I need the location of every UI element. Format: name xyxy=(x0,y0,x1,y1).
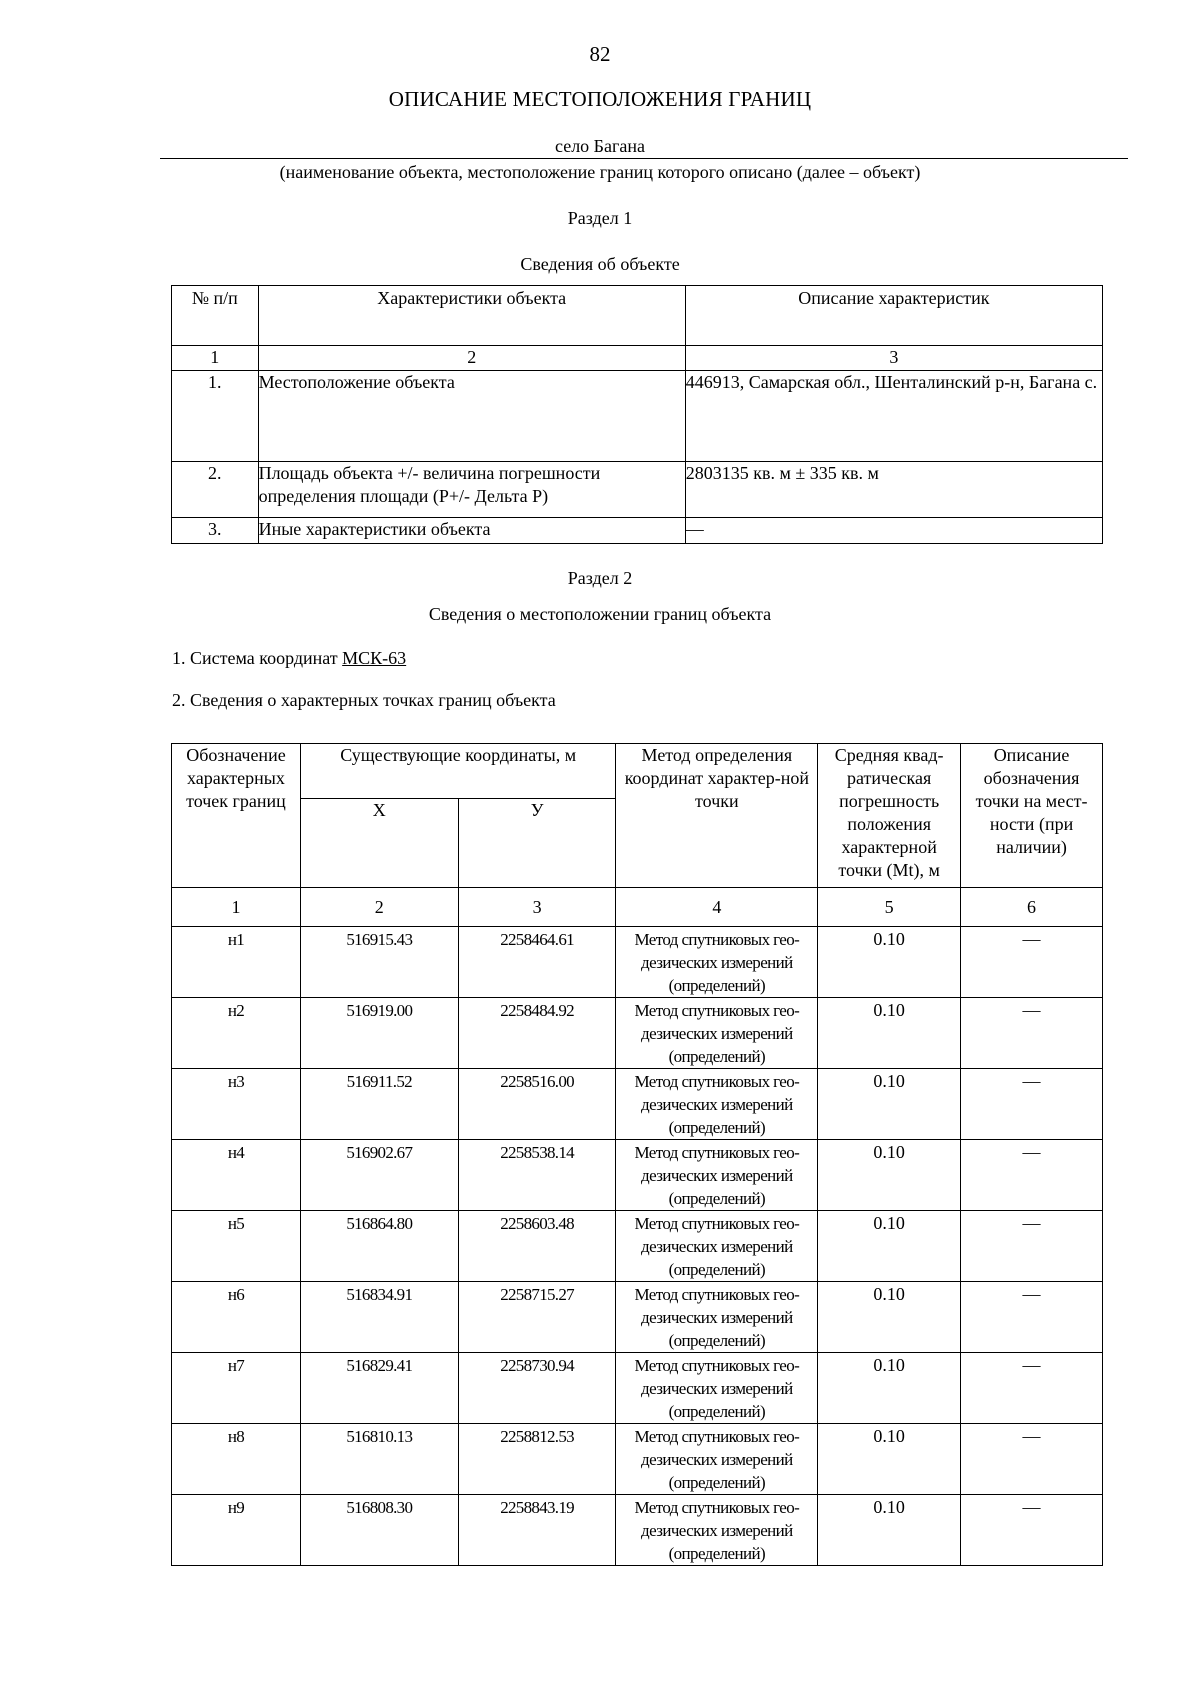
point-accuracy: 0.10 xyxy=(818,1140,961,1211)
point-description: — xyxy=(961,1495,1103,1566)
column-number: 6 xyxy=(961,888,1103,927)
point-description: — xyxy=(961,998,1103,1069)
point-x: 516808.30 xyxy=(300,1495,458,1566)
column-number: 1 xyxy=(172,346,259,371)
section2-subheading: Сведения о местоположении границ объекта xyxy=(428,604,772,624)
column-number: 2 xyxy=(258,346,685,371)
header-cell-coordinates: Существующие координаты, м xyxy=(300,744,616,799)
object-name-underline xyxy=(160,158,1128,159)
table-row xyxy=(172,1495,1103,1566)
point-id: н5 xyxy=(172,1211,301,1282)
point-method: Метод спутниковых гео-дезических измерений (определений) xyxy=(616,1282,818,1353)
row-description: 2803135 кв. м ± 335 кв. м xyxy=(685,462,1102,518)
point-accuracy: 0.10 xyxy=(818,998,961,1069)
point-accuracy: 0.10 xyxy=(818,1211,961,1282)
point-x: 516902.67 xyxy=(300,1140,458,1211)
page-number: 82 xyxy=(589,42,611,66)
header-cell-x: X xyxy=(300,799,458,888)
header-cell-num: № п/п xyxy=(172,286,259,346)
point-y: 2258715.27 xyxy=(458,1282,616,1353)
header-cell-accuracy: Средняя квад-ратическая погрешность положения характерной точки (Mt), м xyxy=(818,744,961,888)
header-cell-y: У xyxy=(458,799,616,888)
column-number: 5 xyxy=(818,888,961,927)
point-y: 2258843.19 xyxy=(458,1495,616,1566)
point-description: — xyxy=(961,1211,1103,1282)
point-x: 516919.00 xyxy=(300,998,458,1069)
row-number: 2. xyxy=(172,462,259,518)
column-number: 1 xyxy=(172,888,301,927)
section1-heading: Раздел 1 xyxy=(567,208,633,228)
row-number: 1. xyxy=(172,371,259,462)
point-x: 516864.80 xyxy=(300,1211,458,1282)
point-id: н9 xyxy=(172,1495,301,1566)
point-method: Метод спутниковых гео-дезических измерений (определений) xyxy=(616,1424,818,1495)
object-info-table xyxy=(171,285,1103,544)
point-description: — xyxy=(961,1140,1103,1211)
points-info-line: 2. Сведения о характерных точках границ объекта xyxy=(172,690,556,710)
table-row xyxy=(172,927,1103,998)
row-characteristic: Местоположение объекта xyxy=(258,371,685,462)
document-title: ОПИСАНИЕ МЕСТОПОЛОЖЕНИЯ ГРАНИЦ xyxy=(388,87,812,111)
point-x: 516810.13 xyxy=(300,1424,458,1495)
table-row xyxy=(172,371,1103,462)
point-y: 2258516.00 xyxy=(458,1069,616,1140)
table-header-row xyxy=(172,744,1103,799)
point-description: — xyxy=(961,1353,1103,1424)
column-number: 3 xyxy=(458,888,616,927)
point-id: н1 xyxy=(172,927,301,998)
point-y: 2258538.14 xyxy=(458,1140,616,1211)
point-y: 2258730.94 xyxy=(458,1353,616,1424)
column-number: 4 xyxy=(616,888,818,927)
point-accuracy: 0.10 xyxy=(818,1495,961,1566)
point-description: — xyxy=(961,1069,1103,1140)
table-row xyxy=(172,1211,1103,1282)
section1-subheading: Сведения об объекте xyxy=(520,254,680,274)
point-id: н4 xyxy=(172,1140,301,1211)
header-cell-designation: Обозначение характерных точек границ xyxy=(172,744,301,888)
point-accuracy: 0.10 xyxy=(818,1424,961,1495)
table-row xyxy=(172,1282,1103,1353)
table-row xyxy=(172,1424,1103,1495)
boundary-points-table xyxy=(171,743,1103,1566)
point-method: Метод спутниковых гео-дезических измерений (определений) xyxy=(616,1069,818,1140)
coordinate-system-value: МСК-63 xyxy=(342,648,407,668)
object-name-caption: (наименование объекта, местоположение границ которого описано (далее – объект) xyxy=(279,162,921,182)
point-method: Метод спутниковых гео-дезических измерений (определений) xyxy=(616,1140,818,1211)
column-number: 2 xyxy=(300,888,458,927)
point-x: 516915.43 xyxy=(300,927,458,998)
column-number: 3 xyxy=(685,346,1102,371)
header-cell-characteristic: Характеристики объекта xyxy=(258,286,685,346)
point-accuracy: 0.10 xyxy=(818,1353,961,1424)
point-method: Метод спутниковых гео-дезических измерений (определений) xyxy=(616,998,818,1069)
column-number-row xyxy=(172,346,1103,371)
row-description: — xyxy=(685,518,1102,544)
coordinate-system-label: 1. Система координат xyxy=(172,648,343,668)
point-method: Метод спутниковых гео-дезических измерений (определений) xyxy=(616,1495,818,1566)
table-row xyxy=(172,518,1103,544)
point-method: Метод спутниковых гео-дезических измерений (определений) xyxy=(616,927,818,998)
point-method: Метод спутниковых гео-дезических измерений (определений) xyxy=(616,1353,818,1424)
header-cell-method: Метод определения координат характер-ной точки xyxy=(616,744,818,888)
column-number-row xyxy=(172,888,1103,927)
row-characteristic: Площадь объекта +/- величина погрешности определения площади (Р+/- Дельта Р) xyxy=(258,462,685,518)
point-accuracy: 0.10 xyxy=(818,1069,961,1140)
point-id: н8 xyxy=(172,1424,301,1495)
point-y: 2258603.48 xyxy=(458,1211,616,1282)
point-id: н6 xyxy=(172,1282,301,1353)
row-number: 3. xyxy=(172,518,259,544)
point-accuracy: 0.10 xyxy=(818,927,961,998)
point-y: 2258464.61 xyxy=(458,927,616,998)
point-x: 516911.52 xyxy=(300,1069,458,1140)
table-row xyxy=(172,1069,1103,1140)
point-x: 516829.41 xyxy=(300,1353,458,1424)
section2-heading: Раздел 2 xyxy=(567,568,633,588)
point-accuracy: 0.10 xyxy=(818,1282,961,1353)
header-cell-point-description: Описание обозначения точки на мест-ности (при наличии) xyxy=(961,744,1103,888)
point-method: Метод спутниковых гео-дезических измерений (определений) xyxy=(616,1211,818,1282)
table-header-row xyxy=(172,286,1103,346)
table-row xyxy=(172,998,1103,1069)
header-cell-description: Описание характеристик xyxy=(685,286,1102,346)
point-id: н7 xyxy=(172,1353,301,1424)
point-y: 2258484.92 xyxy=(458,998,616,1069)
row-description: 446913, Самарская обл., Шенталинский р-н, Багана с. xyxy=(685,371,1102,462)
table-row xyxy=(172,1353,1103,1424)
coordinate-system-line xyxy=(172,648,406,669)
table-row xyxy=(172,462,1103,518)
point-x: 516834.91 xyxy=(300,1282,458,1353)
point-id: н2 xyxy=(172,998,301,1069)
point-description: — xyxy=(961,927,1103,998)
point-id: н3 xyxy=(172,1069,301,1140)
point-description: — xyxy=(961,1282,1103,1353)
object-name: село Багана xyxy=(555,136,645,156)
row-characteristic: Иные характеристики объекта xyxy=(258,518,685,544)
point-description: — xyxy=(961,1424,1103,1495)
table-row xyxy=(172,1140,1103,1211)
point-y: 2258812.53 xyxy=(458,1424,616,1495)
